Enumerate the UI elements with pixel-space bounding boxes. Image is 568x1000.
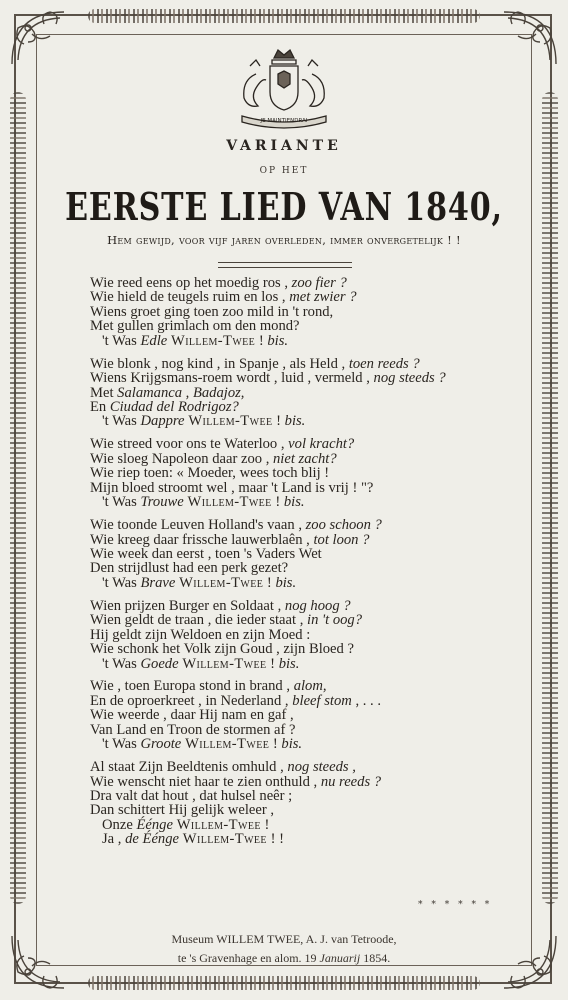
divider-rule xyxy=(218,267,352,268)
line-text: Dra valt dat hout , dat hulsel neêr ; xyxy=(90,788,293,804)
line-text: Wiens groet ging toen zoo mild in 't rond, xyxy=(90,303,334,320)
line-text: Wie wenscht niet haar te zien onthuld , xyxy=(90,773,321,790)
poem-line xyxy=(90,723,530,737)
stanza xyxy=(90,518,530,590)
line-italic: Trouwe xyxy=(140,494,184,511)
line-bis: bis. xyxy=(284,413,306,430)
line-text: Met gullen grimlach om den mond? xyxy=(90,318,300,335)
ornamental-band-left xyxy=(10,92,26,904)
line-italic: toen reeds ? xyxy=(348,355,420,372)
poem-line xyxy=(90,803,530,817)
line-text: Wie hield de teugels ruim en los , xyxy=(90,289,290,306)
line-prefix: 't Was xyxy=(102,494,141,511)
line-smallcaps: Willem-Twee xyxy=(178,655,267,672)
line-italic: nog steeds , xyxy=(287,759,356,776)
line-italic: vol kracht? xyxy=(288,436,355,453)
line-italic: nu reeds ? xyxy=(320,773,382,790)
poem-line xyxy=(90,789,530,803)
line-bis: bis. xyxy=(281,736,303,753)
line-rest: ! xyxy=(260,816,270,833)
line-bis: bis. xyxy=(278,655,300,672)
line-italic: in 't oog? xyxy=(307,612,363,629)
poem-line xyxy=(90,290,530,304)
line-rest: ! xyxy=(271,494,284,511)
line-text: Wie schonk het Volk zijn Goud , zijn Bloed ? xyxy=(90,641,354,658)
corner-flourish-icon xyxy=(494,4,564,74)
ornamental-band-bottom xyxy=(88,976,480,990)
stanza xyxy=(90,679,530,751)
line-text: Wie , toen Europa stond in brand , xyxy=(90,678,294,695)
line-text: Wie blonk , nog kind , in Spanje , als Held , xyxy=(90,355,349,372)
line-text: Den strijdlust had een perk gezet? xyxy=(90,560,289,577)
line-text: Wie kreeg daar frissche lauwerblaên , xyxy=(90,531,314,548)
line-italic: Edle xyxy=(140,332,168,349)
line-smallcaps: Willem-Twee xyxy=(172,816,261,833)
stanza xyxy=(90,599,530,671)
line-italic: Dappre xyxy=(140,413,185,430)
line-text: Wie sloeg Napoleon daar zoo , xyxy=(90,450,273,467)
line-rest: ! ! xyxy=(266,831,284,848)
royal-coat-of-arms-icon xyxy=(226,44,342,134)
poem-line xyxy=(90,518,530,532)
poem-line xyxy=(90,495,530,509)
imprint-line-2-post: 1854. xyxy=(360,951,391,965)
poem-line xyxy=(90,547,530,561)
line-text: Al staat Zijn Beeldtenis omhuld , xyxy=(90,759,288,776)
line-text: Wie weerde , daar Hij nam en gaf , xyxy=(90,707,294,724)
line-italic: met zwier ? xyxy=(289,289,357,306)
poem-line xyxy=(90,466,530,480)
poem-line xyxy=(90,832,530,846)
poem-line xyxy=(90,400,530,414)
imprint-line-2-italic: Januarij xyxy=(319,951,361,965)
line-rest: ! xyxy=(263,574,276,591)
line-bis: bis. xyxy=(275,574,297,591)
line-text: Wie reed eens op het moedig ros , xyxy=(90,275,292,291)
poem-line xyxy=(90,414,530,428)
line-smallcaps: Willem-Twee xyxy=(184,413,273,430)
line-italic: nog hoog ? xyxy=(284,597,351,614)
line-italic: Goede xyxy=(140,655,179,672)
poem-line xyxy=(90,481,530,495)
line-italic: bleef stom xyxy=(292,692,352,709)
heading-op-het: OP HET xyxy=(259,166,309,176)
poem-line xyxy=(90,386,530,400)
line-italic: Groote xyxy=(140,736,182,753)
stanza xyxy=(90,437,530,509)
line-prefix: Onze xyxy=(102,816,137,833)
poem-line xyxy=(90,319,530,333)
line-text: Wie streed voor ons te Waterloo , xyxy=(90,436,289,453)
poem-line xyxy=(90,357,530,371)
crest-motto: JE MAINTIENDRAI xyxy=(260,118,308,124)
line-bis: bis. xyxy=(283,494,305,511)
line-rest: , . . . xyxy=(351,692,381,709)
line-smallcaps: Willem-Twee xyxy=(183,494,272,511)
poem-line xyxy=(90,276,530,290)
ornamental-band-top xyxy=(88,9,480,23)
poem-line xyxy=(90,628,530,642)
line-smallcaps: Willem-Twee xyxy=(179,831,267,848)
line-rest: ! xyxy=(266,655,279,672)
line-text: Van Land en Troon de stormen af ? xyxy=(90,721,296,738)
line-prefix: Ja , xyxy=(102,831,126,848)
line-italic: nog steeds ? xyxy=(373,370,446,387)
line-italic: Éénge xyxy=(136,816,173,833)
line-smallcaps: Willem-Twee xyxy=(175,574,264,591)
poem-line xyxy=(90,760,530,774)
line-text: En xyxy=(90,399,110,415)
line-rest: ! xyxy=(269,736,282,753)
line-text: En de oproerkreet , in Nederland , xyxy=(90,692,293,709)
poem-line xyxy=(90,694,530,708)
ornament-stars: * * * * * * xyxy=(418,900,493,910)
poem-line xyxy=(90,452,530,466)
line-text: Wien geldt de traan , die ieder staat , xyxy=(90,612,308,629)
poem-line xyxy=(90,533,530,547)
line-text: Dan schittert Hij gelijk weleer , xyxy=(90,802,274,819)
poem-body xyxy=(90,276,530,855)
line-prefix: 't Was xyxy=(102,413,141,430)
stanza xyxy=(90,760,530,847)
line-rest: ! xyxy=(272,413,285,430)
line-italic: niet zacht? xyxy=(273,450,337,467)
imprint-line-2 xyxy=(0,951,568,966)
line-text: Met xyxy=(90,384,118,401)
line-text: Wie riep toen: « Moeder, wees toch blij ! xyxy=(90,465,330,482)
line-prefix: 't Was xyxy=(102,736,141,753)
poem-line xyxy=(90,334,530,348)
line-bis: bis. xyxy=(267,332,289,349)
poem-line xyxy=(90,576,530,590)
heading-variante: VARIANTE xyxy=(226,138,342,154)
ornamental-band-right xyxy=(542,92,558,904)
poem-line xyxy=(90,679,530,693)
line-italic: Brave xyxy=(140,574,176,591)
imprint-line-2-pre: te 's Gravenhage en alom. 19 xyxy=(177,951,320,965)
poem-line xyxy=(90,613,530,627)
poem-line xyxy=(90,775,530,789)
poem-line xyxy=(90,642,530,656)
line-smallcaps: Willem-Twee xyxy=(167,332,256,349)
stanza xyxy=(90,357,530,429)
line-italic: Salamanca , Badajoz, xyxy=(117,384,245,401)
line-prefix: 't Was xyxy=(102,655,141,672)
poem-line xyxy=(90,561,530,575)
poem-line xyxy=(90,599,530,613)
poem-line xyxy=(90,657,530,671)
line-text: Mijn bloed stroomt wel , maar 't Land is vrij ! "? xyxy=(90,479,374,496)
line-prefix: 't Was xyxy=(102,332,141,349)
line-italic: alom, xyxy=(293,678,327,695)
poem-line xyxy=(90,305,530,319)
imprint-line-1: Museum WILLEM TWEE, A. J. van Tetroode, xyxy=(171,932,397,946)
line-prefix: 't Was xyxy=(102,574,141,591)
line-text: Wie toonde Leuven Holland's vaan , xyxy=(90,517,306,534)
poem-line xyxy=(90,737,530,751)
line-text: Wiens Krijgsmans-roem wordt , luid , vermeld , xyxy=(90,370,374,387)
divider-rule xyxy=(218,262,352,263)
poem-line xyxy=(90,371,530,385)
line-rest: ! xyxy=(255,332,268,349)
line-text: Wien prijzen Burger en Soldaat , xyxy=(90,597,285,614)
line-italic: tot loon ? xyxy=(313,531,370,548)
poem-line xyxy=(90,437,530,451)
stanza xyxy=(90,276,530,348)
line-text: Wie week dan eerst , toen 's Vaders Wet xyxy=(90,545,322,562)
corner-flourish-icon xyxy=(4,4,74,74)
poem-line xyxy=(90,708,530,722)
page-title: EERSTE LIED VAN 1840, xyxy=(65,184,503,229)
line-text: Hij geldt zijn Weldoen en zijn Moed : xyxy=(90,626,311,643)
line-italic: Ciudad del Rodrigoz? xyxy=(109,399,239,415)
dedication-subtitle: Hem gewijd, voor vijf jaren overleden, immer onvergetelijk ! ! xyxy=(107,233,461,247)
line-italic: zoo schoon ? xyxy=(305,517,382,534)
line-italic: de Éénge xyxy=(125,831,179,848)
line-italic: zoo fier ? xyxy=(291,275,347,291)
line-smallcaps: Willem-Twee xyxy=(181,736,270,753)
